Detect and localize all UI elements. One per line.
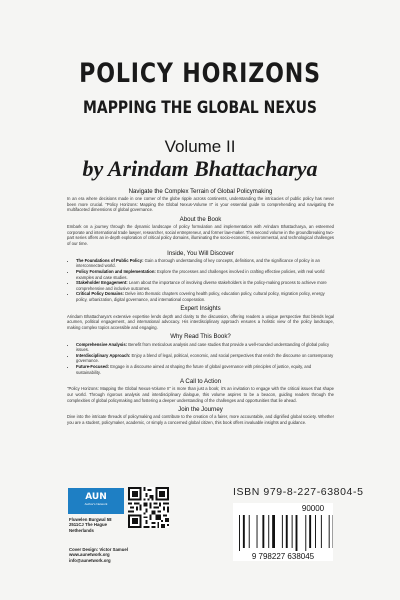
item-text: Learn about the importance of involving diverse stakeholders in the policy-making process to achieve more comprehensive and inclusive outcomes. [76,280,327,291]
barcode-bar [305,515,306,551]
list-item [76,258,334,269]
insights-heading: Expert Insights [180,305,221,313]
about-heading: About the Book [179,215,222,223]
intro-heading: Navigate the Complex Terrain of Global Policymaking [128,188,273,195]
journey-text: Dive into the intricate threads of policymaking and contribute to the creation of a fairer, more accountable, and dignified global society. Whether you are a student, policymaker, academic, or simply a concerned global citizen, this book offers invaluable insights and guidance. [67,414,334,425]
publisher-logo [68,488,124,514]
why-heading: Why Read This Book? [170,333,231,341]
email-link[interactable]: info@aunetwork.org [69,557,111,563]
price-code: 90000 [301,504,325,513]
volume-label: Volume II [164,137,236,156]
journey-heading: Join the Journey [178,406,223,414]
list-item [76,280,334,291]
why-list [67,342,334,376]
barcode-bar [296,515,298,551]
item-text: Delve into thematic chapters covering health policy, education policy, cultural policy, migration policy, energy policy, urbanization, digital governance, and international cooperation. [76,291,325,302]
intro-text: In an era where decisions made in one corner of the globe ripple across continents, understanding the intricacies of public policy has never been more crucial. "Policy Horizons: Mapping the Global Nexus-Volume II" is your essential guide to comprehending and navigating the multifaceted dimensions of global governance. [67,196,334,213]
barcode-bar [249,515,250,548]
logo-text: AUN [85,492,107,502]
address-line: 2511CJ The Hague [69,522,107,528]
list-item [76,291,334,302]
item-label: The Foundations of Public Policy: [76,257,144,263]
item-label: Interdisciplinary Approach: [76,352,131,358]
item-text: Engage in a discourse aimed at shaping the future of global governance with principles of justice, equity, and sustainability. [76,364,312,375]
item-label: Policy Formulation and Implementation: [76,268,156,274]
barcode-bar [315,515,316,548]
insights-text: Arindam Bhattacharya's extensive expertise lends depth and clarity to the discussion, offering readers a unique perspective that blends legal acumen, political engagement, and international advocacy. His interdisciplinary approach ensures a holistic view of the policy landscape, making complex topics accessible and engaging. [67,313,334,330]
book-subtitle: MAPPING THE GLOBAL NEXUS [83,98,317,118]
publisher-contact [69,547,189,563]
action-heading: A Call to Action [180,378,221,386]
isbn-label: ISBN 979-8-227-63804-5 [233,486,364,498]
blurb [67,185,334,427]
item-label: Future-Focused: [76,364,110,369]
barcode-bar [321,515,322,548]
logo-subtext: Author's Network [84,502,108,506]
website-link[interactable]: www.aunetwork.org [69,552,110,558]
item-text: Explore the processes and challenges involved in crafting effective policies, with real world examples and case studies. [76,268,325,280]
publisher-address [69,517,189,533]
barcode [233,503,333,561]
barcode-bar [268,515,269,548]
list-item [76,269,334,280]
cover-design-credit: Cover Design: Victor Samuel [69,547,128,552]
action-text: "Policy Horizons: Mapping the Global Nexus-Volume II" is more than just a book; it's an invitation to engage with the critical issues that shape our world. Through rigorous analysis and interdisciplinary dialogue, this volume aspires to be a beacon, guiding readers through the complexities of global policymaking and fostering a deeper understanding of the challenges and opportunities that lie ahead. [67,386,334,403]
item-text: Enjoy a blend of legal, political, economic, and social perspectives that enrich the discourse on contemporary governance. [76,352,334,364]
barcode-bar [286,515,288,548]
list-item [76,364,334,375]
discover-list [67,258,334,303]
barcode-bar [262,515,264,548]
barcode-bar [257,515,258,548]
item-label: Comprehensive Analysis: [76,341,128,347]
item-label: Critical Policy Domains: [76,291,124,297]
item-text: Gain a thorough understanding of key concepts, definitions, and the significance of policy in an interconnected world. [76,257,320,269]
item-text: Benefit from meticulous analysis and case studies that provide a well-rounded understanding of global policy issues. [76,341,330,353]
barcode-bar [243,515,245,548]
author-name: by Arindam Bhattacharya [82,156,318,181]
address-line: Netherlands [69,527,94,533]
barcode-number: 9 798227 638045 [251,552,315,561]
barcode-bar [329,515,330,548]
address-line: Fluwelen Burgwal 58 [69,517,112,522]
book-title: POLICY HORIZONS [79,58,321,89]
barcode-bar [239,515,240,551]
list-item [76,353,334,364]
barcode-bar [309,515,311,548]
item-label: Stakeholder Engagement: [76,280,128,286]
barcode-bar [282,515,283,548]
list-item [76,342,334,353]
barcode-bar [272,515,275,548]
about-text: Embark on a journey through the dynamic landscape of policy formulation and implementation with Arindam Bhattacharya, an esteemed corporate and international trade lawyer, researcher, social entrepreneur, and former law-maker. This second volume in the groundbreaking two-part series offers an in-depth exploration of critical policy domains, illuminating the socio-economic, environmental, and technological challenges of our time. [67,224,334,246]
discover-heading: Inside, You Will Discover [167,249,234,257]
barcode-bar [292,515,293,548]
